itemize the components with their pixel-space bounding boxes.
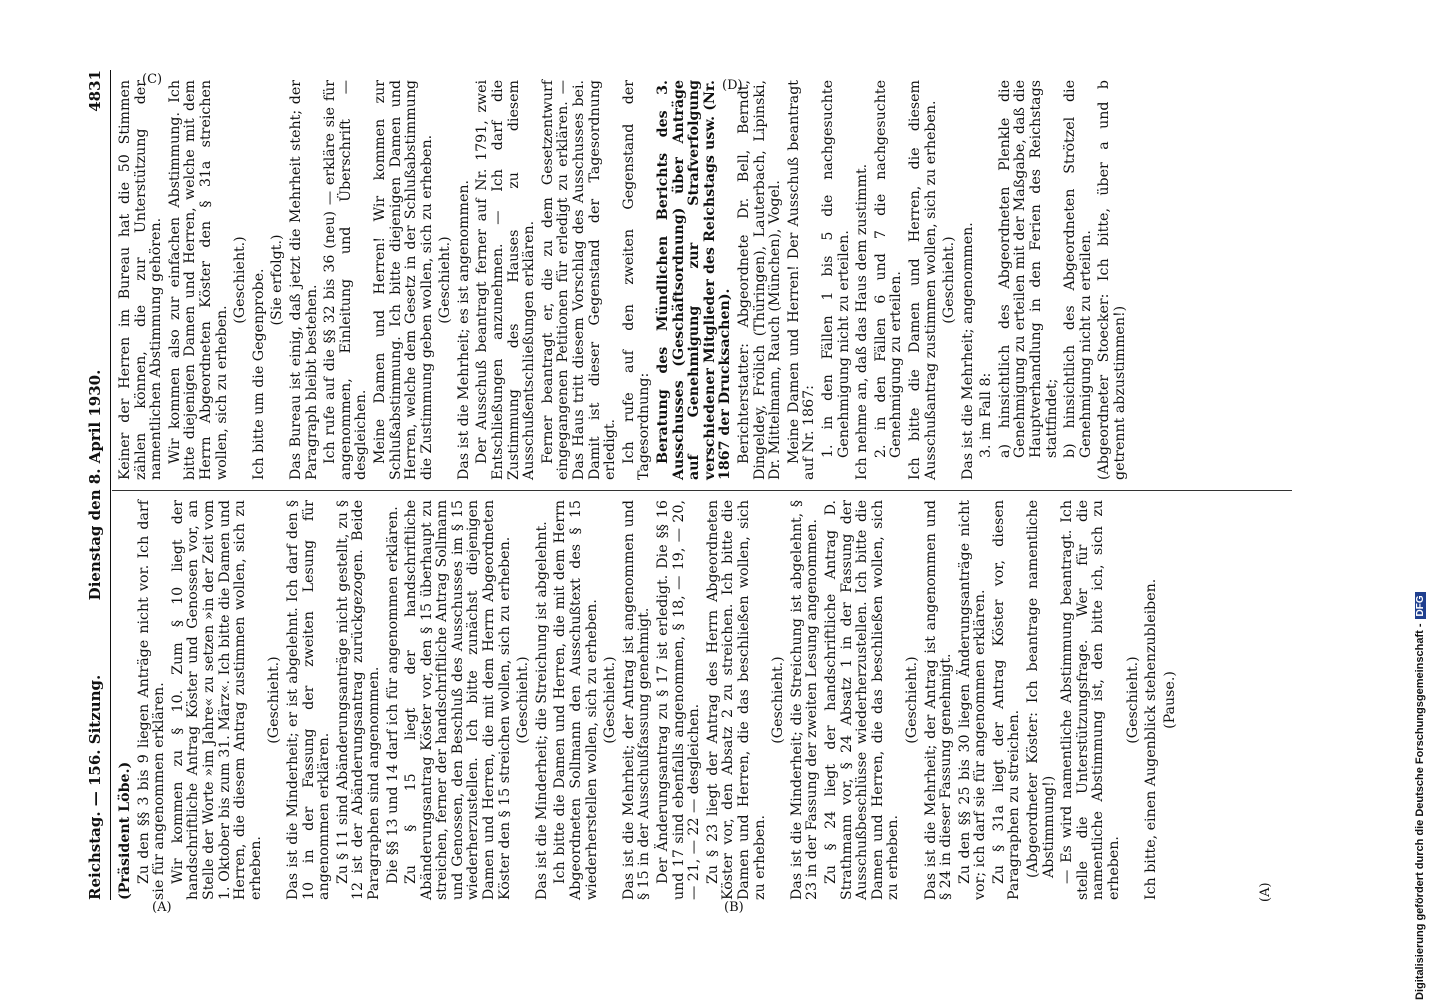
column-left [118, 500, 1181, 900]
paragraph: Das ist die Mehrheit; es ist angenommen. [455, 179, 472, 480]
paragraph: Das ist die Mehrheit; angenommen. [959, 222, 976, 480]
rotated-page-content [80, 70, 1300, 900]
paragraph: Ferner beantragt er, die zu dem Gesetzentwurf eingegangenen Petitionen für erledigt zu erklären. — Das Haus tritt diesem Vorschlag des Ausschusses bei. Damit ist dieser Gegenstand der Tagesordnung erledigt. [539, 80, 619, 480]
page-number: 4831 [86, 70, 104, 112]
interjection: (Geschieht.) [770, 656, 787, 744]
interjection: (Geschieht.) [266, 656, 283, 744]
paragraph: Zu § 15 liegt der handschriftliche Abänderungsantrag Köster vor, den § 15 überhaupt zu streichen, ferner der handschriftliche Antrag Sollmann und Genossen, den Beschluß des Ausschusses im § 15 wiederherzustellen. Ich bitte zunächst diejenigen Damen und Herren, die mit dem Herrn Abgeordneten Köster den § 15 streichen wollen, sich zu erheben. [403, 500, 513, 900]
list-item: b) hinsichtlich des Abgeordneten Strötzel die Genehmigung nicht zu erteilen. [1062, 80, 1094, 458]
interjection: (Geschieht.) [903, 656, 920, 744]
margin-marker-a: (A) [1258, 882, 1273, 902]
paragraph: Berichterstatter: Abgeordnete Dr. Bell, Berndt, Dingeldey, Frölich (Thüringen), Lauterbach, Lipinski, Dr. Mittelmann, Rauch (München), Vogel. [735, 80, 784, 480]
agenda-item: Beratung des Mündlichen Berichts des 3. Ausschusses (Geschäftsordnung) über Anträge auf Genehmigung zur Strafverfolgung verschiedener Mitglieder des Reichstags usw. (Nr. 1867 der Drucksachen). [655, 80, 734, 480]
speaker-label: (Präsident Löbe.) [117, 761, 133, 900]
paragraph: Wir kommen zu § 10. Zum § 10 liegt der handschriftliche Antrag Köster und Genossen vor, an Stelle der Worte »im Jahre« zu setzen »in der Zeit vom 1. Oktober bis zum 31. März«. Ich bitte die Damen und Herren, die diesem Antrag zustimmen wollen, sich zu erheben. [169, 500, 264, 900]
list-item: a) hinsichtlich des Abgeordneten Plenkle die Genehmigung zu erteilen mit der Maßgabe, daß die Hauptverhandlung in den Ferien des Reichstags stattfindet; [996, 80, 1060, 458]
paragraph: Zu den §§ 25 bis 30 liegen Änderungsanträge nicht vor; ich darf sie für angenommen erklären. [956, 500, 989, 900]
credit-text: Digitalisierung gefördert durch die Deutsche Forschungsgemeinschaft - [1414, 623, 1426, 1000]
interjection: (Abgeordneter Stoecker: Ich bitte, über a und b getrennt abzustimmen!) [1096, 80, 1129, 480]
paragraph: Ich rufe auf den zweiten Gegenstand der Tagesordnung: [620, 80, 653, 480]
paragraph: Keiner der Herren im Bureau hat die 50 Stimmen zählen können, die zur Unterstützung der namentlichen Abstimmung gehören. [117, 80, 165, 480]
list-item: 2. in den Fällen 6 und 7 die nachgesuchte Genehmigung zu erteilen. [872, 80, 905, 458]
paragraph: Das ist die Minderheit; die Streichung ist abgelehnt, § 23 in der Fassung der zweiten Lesung angenommen. [788, 500, 821, 900]
margin-marker-d: (D) [722, 78, 743, 93]
interjection: (Sie erfolgt.) [269, 234, 286, 326]
paragraph: Meine Damen und Herren! Der Ausschuß beantragt auf Nr. 1867: [785, 80, 818, 480]
column-divider [112, 490, 1292, 491]
paragraph: Zu § 31a liegt der Antrag Köster vor, diesen Paragraphen zu streichen. [990, 500, 1023, 900]
margin-marker-a: (A) [152, 900, 172, 915]
interjection: (Geschieht.) [941, 236, 958, 324]
column-right [118, 80, 1132, 480]
paragraph: Ich nehme an, daß das Haus dem zustimmt. [854, 163, 871, 480]
digitization-credit [1414, 10, 1434, 1000]
page-header [88, 70, 111, 900]
paragraph: Zu § 23 liegt der Antrag des Herrn Abgeordneten Köster vor, den Absatz 2 zu streichen. Ich bitte die Damen und Herren, die das beschließen wollen, sich zu erheben. [704, 500, 768, 900]
interjection: (Geschieht.) [1124, 656, 1141, 744]
margin-marker-b: (B) [724, 900, 744, 915]
paragraph: Die §§ 13 und 14 darf ich für angenommen erklären. [384, 506, 401, 884]
paragraph: Das ist die Minderheit; die Streichung ist abgelehnt. [533, 521, 550, 900]
margin-marker-c: (C) [142, 72, 163, 87]
paragraph: — Es wird namentliche Abstimmung beantragt. Ich stelle die Unterstützungsfrage. Wer für die namentliche Abstimmung ist, den bitte ich, sich zu erheben. [1059, 500, 1123, 900]
interjection: (Abgeordneter Köster: Ich beantrage namentliche Abstimmung!) [1025, 500, 1057, 878]
interjection: (Pause.) [1161, 671, 1178, 729]
paragraph: Meine Damen und Herren! Wir kommen zur Schlußabstimmung. Ich bitte diejenigen Damen und Herren, welche dem Gesetz in der Schlußabstimmung die Zustimmung geben wollen, sich zu erheben. [371, 80, 435, 480]
paragraph: Zu den §§ 3 bis 9 liegen Anträge nicht vor. Ich darf sie für angenommen erklären. [135, 500, 168, 900]
interjection: (Geschieht.) [515, 656, 532, 744]
paragraph: Wir kommen also zur einfachen Abstimmung. Ich bitte diejenigen Damen und Herren, welche mit dem Herrn Abgeordneten Köster den § 31a streichen wollen, sich zu erheben. [166, 80, 230, 480]
paragraph: Das ist die Mehrheit; der Antrag ist angenommen und § 24 in dieser Fassung genehmigt. [922, 500, 955, 900]
paragraph: Ich rufe auf die §§ 32 bis 36 (neu) — erkläre sie für angenommen, Einleitung und Überschrift — desgleichen. [322, 80, 370, 480]
dfg-logo: DFG [1415, 592, 1426, 619]
paragraph: Ich bitte um die Gegenprobe. [250, 268, 267, 480]
paragraph: Ich bitte die Damen und Herren, die mit dem Herrn Abgeordneten Sollmann den Ausschußtext des § 15 wiederherstellen wollen, sich zu erheben. [552, 500, 600, 900]
header-left: Reichstag. — 156. Sitzung. [86, 674, 104, 900]
list-item: 3. im Fall 8: [978, 372, 995, 458]
paragraph: Das Bureau ist einig, daß jetzt die Mehrheit steht; der Paragraph bleibt bestehen. [287, 80, 320, 480]
paragraph: Der Änderungsantrag zu § 17 ist erledigt. Die §§ 16 und 17 sind ebenfalls angenommen, § 18, — 19, — 20, — 21, — 22 — desgleichen. [655, 500, 703, 900]
paragraph: Das ist die Minderheit; er ist abgelehnt. Ich darf den § 10 in der Fassung der zweiten Lesung für angenommen erklären. [284, 500, 333, 900]
header-date: Dienstag den 8. April 1930. [86, 369, 104, 601]
paragraph: Ich bitte, einen Augenblick stehenzubleiben. [1143, 578, 1160, 900]
interjection: (Geschieht.) [602, 656, 619, 744]
paragraph: Der Ausschuß beantragt ferner auf Nr. 1791, zwei Entschließungen anzunehmen. — Ich darf die Zustimmung des Hauses zu diesem Ausschußentschließungen erklären. [474, 80, 538, 480]
interjection: (Geschieht.) [437, 236, 454, 324]
paragraph: Zu § 11 sind Abänderungsanträge nicht gestellt, zu § 12 ist der Abänderungsantrag zurückgezogen. Beide Paragraphen sind angenommen. [334, 500, 382, 900]
paragraph: Ich bitte die Damen und Herren, die diesem Ausschußantrag zustimmen wollen, sich zu erheben. [906, 80, 939, 480]
paragraph: Das ist die Mehrheit; der Antrag ist angenommen und § 15 in der Ausschußfassung genehmigt. [620, 500, 653, 900]
list-item: 1. in den Fällen 1 bis 5 die nachgesuchte Genehmigung nicht zu erteilen. [819, 80, 852, 458]
interjection: (Geschieht.) [232, 236, 249, 324]
paragraph: Zu § 24 liegt der handschriftliche Antrag D. Strathmann vor, § 24 Absatz 1 in der Fassung der Ausschußbeschlüsse wiederherzustellen. Ich bitte die Damen und Herren, die das beschließen wollen, sich zu erheben. [822, 500, 902, 900]
